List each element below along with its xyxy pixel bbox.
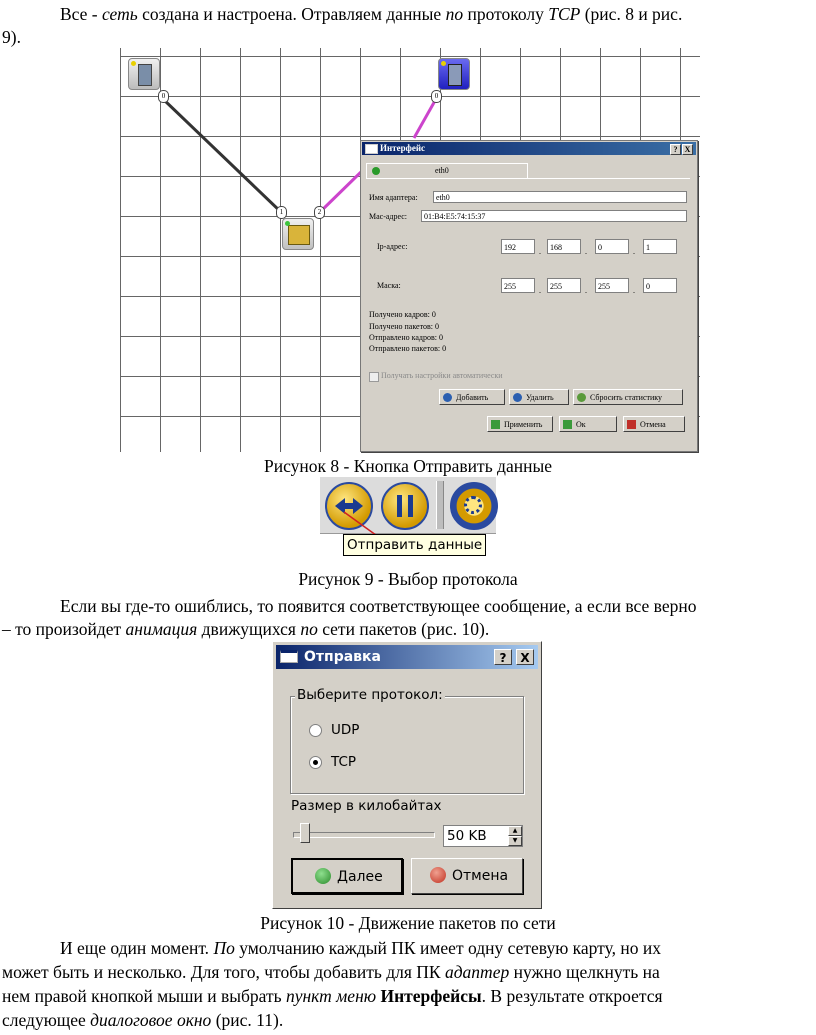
tcp-radio[interactable] — [309, 756, 322, 769]
text: нем правой кнопкой мыши и выбрать — [2, 986, 286, 1006]
paragraph-3-line-4 — [2, 1009, 283, 1031]
ok-icon — [563, 420, 572, 429]
text: следующее — [2, 1010, 91, 1030]
pc-node-2[interactable] — [438, 58, 470, 90]
stat-line: Получено пакетов: 0 — [369, 322, 439, 331]
port-label[interactable]: 0 — [431, 90, 442, 103]
button-label: Отмена — [452, 868, 509, 884]
port-label[interactable]: 2 — [314, 206, 325, 219]
mask-octet-1[interactable]: 255 — [501, 278, 535, 293]
text-italic: По — [213, 938, 235, 958]
tcp-label: TCP — [331, 754, 357, 770]
text-italic: пункт меню — [285, 986, 377, 1006]
pc-icon — [448, 64, 462, 86]
spin-up-button[interactable]: ▲ — [508, 826, 522, 836]
text-italic: диалоговое окно — [90, 1010, 212, 1030]
auto-settings-label: Получать настройки автоматически — [381, 371, 503, 380]
help-button[interactable]: ? — [494, 649, 512, 665]
pc-icon — [138, 64, 152, 86]
figure-9-caption: Рисунок 9 - Выбор протокола — [298, 569, 518, 589]
mac-address-input[interactable]: 01:B4:E5:74:15:37 — [421, 210, 687, 222]
paragraph-3-line-2 — [2, 961, 660, 983]
paragraph-2-line-1: Если вы где-то ошиблись, то появится соответствующее сообщение, а если все верно — [60, 596, 697, 616]
check-icon — [315, 868, 331, 884]
button-label: Удалить — [526, 393, 554, 402]
window-icon — [365, 144, 378, 154]
apply-button[interactable] — [487, 416, 553, 432]
text-italic: TCP — [548, 4, 581, 24]
text-italic: анимация — [125, 619, 198, 639]
status-light — [285, 221, 290, 226]
text: (рис. 8 и рис. — [580, 4, 683, 24]
ip-octet-3[interactable]: 0 — [595, 239, 629, 254]
spin-down-button[interactable]: ▼ — [508, 836, 522, 846]
size-label: Размер в килобайтах — [291, 798, 442, 814]
text-bold: Интерфейсы — [380, 986, 482, 1006]
ip-octet-4[interactable]: 1 — [643, 239, 677, 254]
close-button[interactable]: X — [682, 144, 693, 155]
dot: . — [585, 247, 587, 256]
reset-icon — [577, 393, 586, 402]
remove-button[interactable] — [509, 389, 569, 405]
close-button[interactable]: X — [516, 649, 534, 665]
remove-icon — [513, 393, 522, 402]
dot: . — [539, 247, 541, 256]
dialog-title: Отправка — [304, 649, 381, 665]
dot: . — [633, 286, 635, 295]
add-button[interactable] — [439, 389, 505, 405]
reset-stats-button[interactable] — [573, 389, 683, 405]
text: Все - — [60, 4, 102, 24]
button-label: Применить — [504, 420, 543, 429]
port-label[interactable]: 1 — [276, 206, 287, 219]
pause-bar — [408, 495, 413, 517]
paragraph-3-line-1 — [60, 937, 661, 959]
text: может быть и несколько. Для того, чтобы добавить для ПК — [2, 962, 445, 982]
cancel-button[interactable] — [411, 858, 523, 894]
cancel-icon — [430, 867, 446, 883]
ip-octet-2[interactable]: 168 — [547, 239, 581, 254]
stat-line: Отправлено кадров: 0 — [369, 333, 443, 342]
text: – то произойдет — [2, 619, 126, 639]
send-data-tooltip: Отправить данные — [343, 534, 486, 556]
port-label[interactable]: 0 — [158, 90, 169, 103]
protocol-group — [290, 696, 524, 794]
protocol-group-label: Выберите протокол: — [297, 687, 443, 703]
button-label: Далее — [337, 869, 383, 885]
interface-dialog — [360, 140, 698, 452]
switch-icon — [288, 225, 310, 245]
ip-label: Ip-адрес: — [377, 242, 408, 251]
text: протоколу — [463, 4, 549, 24]
link-pc-switch — [163, 99, 282, 213]
status-light — [441, 61, 446, 66]
dot: . — [539, 286, 541, 295]
tab-label: eth0 — [435, 166, 449, 175]
window-icon — [280, 650, 298, 663]
stat-line: Получено кадров: 0 — [369, 310, 436, 319]
text-italic: по — [300, 619, 318, 639]
next-button[interactable] — [291, 858, 403, 894]
text: сети пакетов (рис. 10). — [317, 619, 490, 639]
mask-octet-3[interactable]: 255 — [595, 278, 629, 293]
text: И еще один момент. — [60, 938, 214, 958]
link-pc2 — [414, 99, 436, 138]
text: (рис. 11). — [211, 1010, 284, 1030]
text: . В результате откроется — [481, 986, 663, 1006]
udp-label: UDP — [331, 722, 360, 738]
toolbar-separator — [436, 481, 444, 529]
dot: . — [633, 247, 635, 256]
button-label: Сбросить статистику — [590, 393, 663, 402]
text: создана и настроена. Отравляем данные — [137, 4, 446, 24]
ok-icon — [372, 167, 380, 175]
add-icon — [443, 393, 452, 402]
ip-octet-1[interactable]: 192 — [501, 239, 535, 254]
dot: . — [585, 286, 587, 295]
send-dialog — [272, 641, 542, 909]
mask-label: Маска: — [377, 281, 401, 290]
check-icon — [491, 420, 500, 429]
size-value: 50 KB — [447, 828, 487, 844]
udp-radio[interactable] — [309, 724, 322, 737]
mask-octet-2[interactable]: 255 — [547, 278, 581, 293]
pc-node-1[interactable] — [128, 58, 160, 90]
text-italic: сеть — [102, 4, 138, 24]
size-slider-track[interactable] — [293, 832, 435, 838]
settings-button[interactable] — [450, 482, 498, 530]
mac-label: Мас-адрес: — [369, 212, 408, 221]
paragraph-1-line-1 — [60, 3, 682, 25]
paragraph-2-line-2 — [2, 618, 489, 640]
help-button[interactable]: ? — [670, 144, 681, 155]
adapter-label: Имя адаптера: — [369, 193, 418, 202]
size-slider-thumb[interactable] — [300, 823, 310, 843]
button-label: Ок — [576, 420, 586, 429]
title-bar — [276, 645, 538, 669]
title-bar — [362, 142, 696, 155]
paragraph-3-line-3 — [2, 985, 663, 1007]
gear-icon — [464, 496, 482, 514]
mask-octet-4[interactable]: 0 — [643, 278, 677, 293]
text: нужно щелкнуть на — [509, 962, 660, 982]
text-italic: адаптер — [444, 962, 510, 982]
adapter-name-input[interactable]: eth0 — [433, 191, 687, 203]
ok-button[interactable] — [559, 416, 617, 432]
text: движущихся — [197, 619, 301, 639]
cancel-button[interactable] — [623, 416, 685, 432]
status-light — [131, 61, 136, 66]
figure-10-caption: Рисунок 10 - Движение пакетов по сети — [260, 913, 556, 933]
text-italic: по — [445, 4, 464, 24]
paragraph-1-line-2: 9). — [2, 27, 21, 47]
switch-node[interactable] — [282, 218, 314, 250]
link-switch-pc2 — [319, 171, 362, 213]
size-spinbox[interactable] — [443, 825, 523, 847]
dialog-title: Интерфейс — [380, 143, 426, 153]
stat-line: Отправлено пакетов: 0 — [369, 344, 447, 353]
button-label: Отмена — [640, 420, 666, 429]
radio-dot — [313, 760, 318, 765]
text: умолчанию каждый ПК имеет одну сетевую карту, но их — [234, 938, 661, 958]
button-label: Добавить — [456, 393, 489, 402]
auto-settings-checkbox[interactable] — [369, 372, 379, 382]
network-canvas[interactable] — [120, 48, 700, 452]
cancel-icon — [627, 420, 636, 429]
tab-eth0[interactable] — [366, 163, 528, 179]
figure-8-caption: Рисунок 8 - Кнопка Отправить данные — [264, 456, 552, 476]
